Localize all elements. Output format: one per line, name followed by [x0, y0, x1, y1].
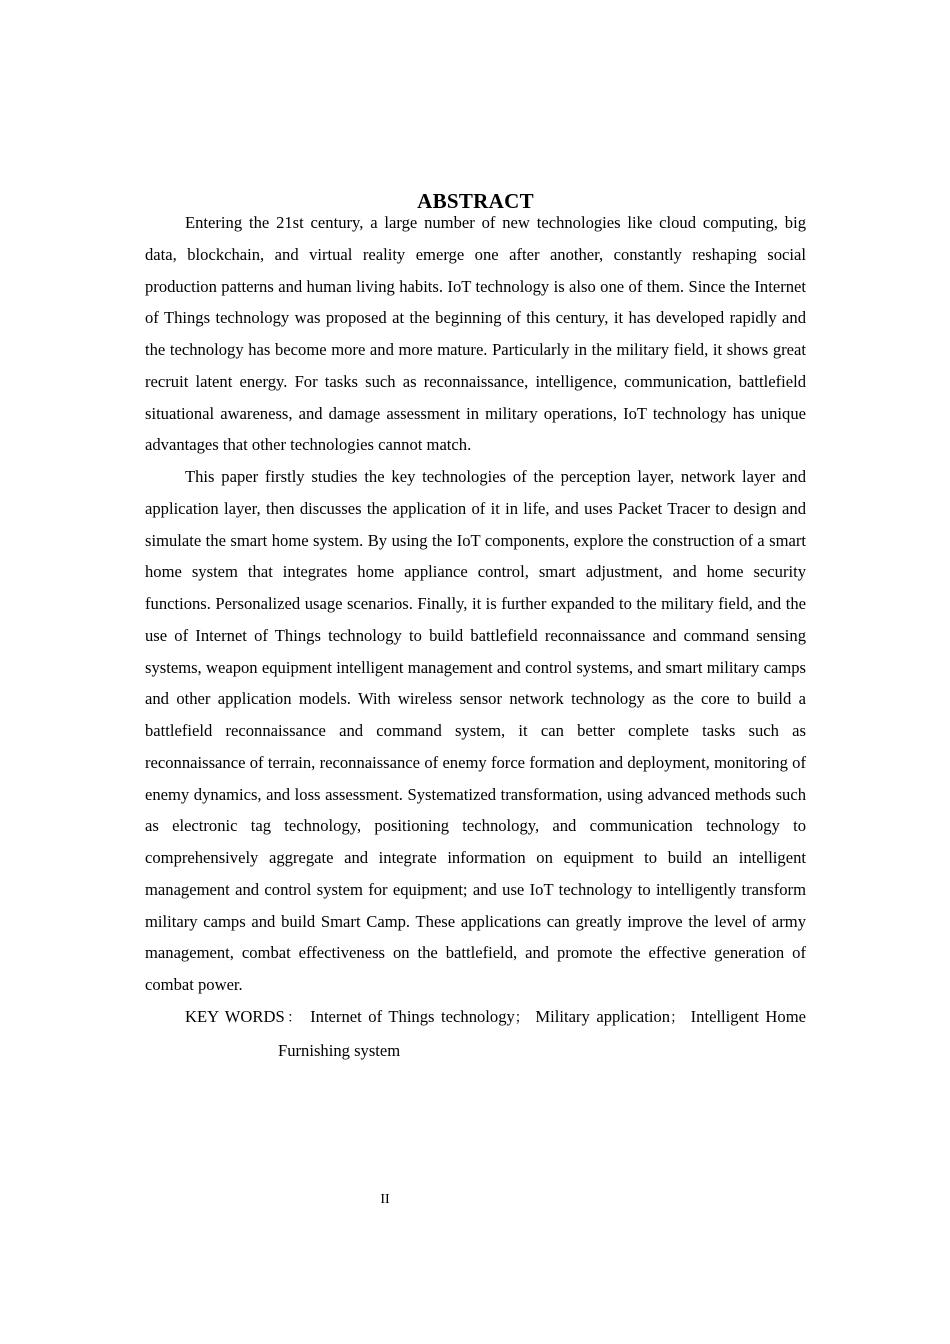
keyword-item-1: Internet of Things technology	[310, 1006, 515, 1026]
keywords-item-separator-1: ；	[514, 1009, 529, 1026]
abstract-paragraph-1: Entering the 21st century, a large number of new technologies like cloud computing, big data, blockchain, and virtual reality emerge one after another, constantly reshaping social production patterns and human living habits. IoT technology is also one of them. Since the Internet of Things technology was proposed at the beginning of this century, it has developed rapidly and the technology has become more and more mature. Particularly in the military field, it shows great recruit latent energy. For tasks such as reconnaissance, intelligence, communication, battlefield situational awareness, and damage assessment in military operations, IoT technology has unique advantages that other technologies cannot match.	[145, 213, 806, 455]
keywords-line	[145, 1001, 806, 1067]
abstract-body	[145, 207, 806, 1066]
keywords-item-separator-2: ；	[670, 1009, 685, 1026]
abstract-paragraph-2: This paper firstly studies the key technologies of the perception layer, network layer and application layer, then discusses the application of it in life, and uses Packet Tracer to design and simulate the smart home system. By using the IoT components, explore the construction of a smart home system that integrates home appliance control, smart adjustment, and home security functions. Personalized usage scenarios. Finally, it is further expanded to the military field, and the use of Internet of Things technology to build battlefield reconnaissance and command sensing systems, weapon equipment intelligent management and control systems, and smart military camps and other application models. With wireless sensor network technology as the core to build a battlefield reconnaissance and command system, it can better complete tasks such as reconnaissance of terrain, reconnaissance of enemy force formation and deployment, monitoring of enemy dynamics, and loss assessment. Systematized transformation, using advanced methods such as electronic tag technology, positioning technology, and communication technology to comprehensively aggregate and integrate information on equipment to build an intelligent management and control system for equipment; and use IoT technology to intelligently transform military camps and build Smart Camp. These applications can greatly improve the level of army management, combat effectiveness on the battlefield, and promote the effective generation of combat power.	[145, 467, 806, 994]
keyword-item-3: Intelligent Home Furnishing system	[278, 1006, 806, 1060]
page-number: II	[380, 1192, 390, 1207]
keywords-label: KEY WORDS	[185, 1006, 285, 1026]
keywords-label-separator: ：	[284, 1009, 304, 1026]
page-title: ABSTRACT	[417, 189, 534, 214]
keyword-item-2: Military application	[535, 1006, 671, 1026]
